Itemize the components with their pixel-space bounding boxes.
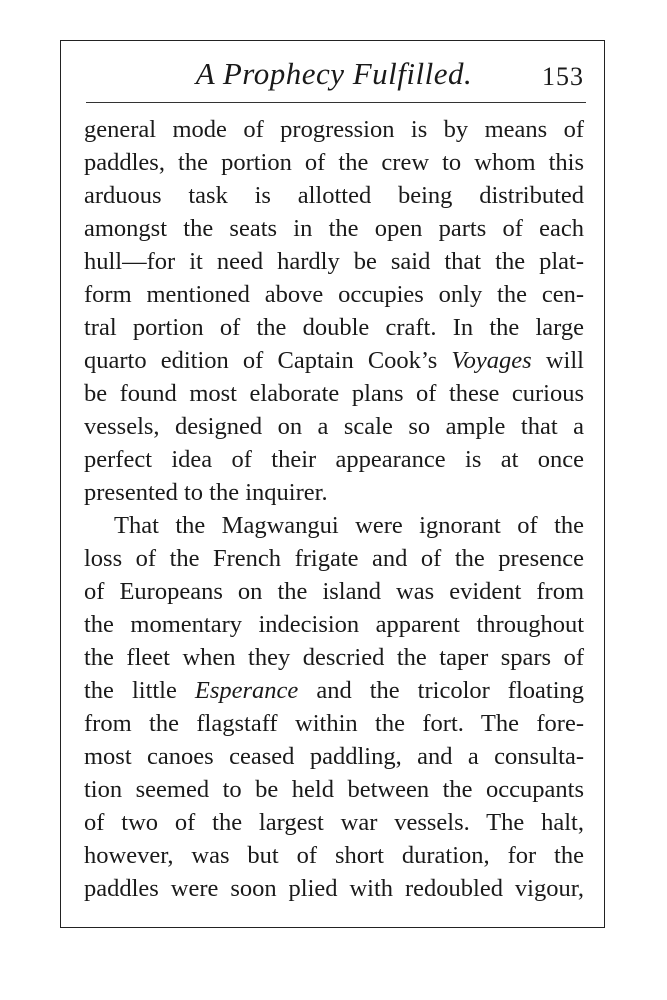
page-header (84, 52, 584, 100)
paragraph-1 (84, 113, 584, 509)
text-line: from the flagstaff within the fort. The fore- (84, 710, 584, 737)
text-line: tral portion of the double craft. In the large (84, 314, 584, 341)
paragraph-2 (84, 509, 584, 905)
text-line: general mode of progression is by means of (84, 116, 584, 143)
text-line: That the Magwangui were ignorant of the (114, 512, 584, 539)
text-line: presented to the inquirer. (84, 479, 328, 506)
header-rule (86, 102, 586, 103)
text-line: amongst the seats in the open parts of each (84, 215, 584, 242)
text-line: the fleet when they descried the taper spars of (84, 644, 584, 671)
text-line: perfect idea of their appearance is at once (84, 446, 584, 473)
text-line: of Europeans on the island was evident from (84, 578, 584, 605)
italic-ship-name: Esperance (194, 677, 299, 704)
italic-title-voyages: Voyages (451, 347, 532, 374)
body-text (84, 113, 584, 905)
text-line: tion seemed to be held between the occupants (84, 776, 584, 803)
text-line: paddles, the portion of the crew to whom this (84, 149, 584, 176)
text-line: be found most elaborate plans of these curious (84, 380, 584, 407)
running-title: A Prophecy Fulfilled. (195, 56, 473, 91)
text-line: the momentary indecision apparent throughout (84, 611, 584, 638)
text-line: loss of the French frigate and of the presence (84, 545, 584, 572)
text-line: the little Esperance and the tricolor floating (84, 677, 585, 704)
text-line: arduous task is allotted being distributed (84, 182, 584, 209)
text-line: paddles were soon plied with redoubled vigour, (84, 875, 584, 902)
text-line: quarto edition of Captain Cook’s Voyages will (84, 347, 584, 374)
text-line: form mentioned above occupies only the cen- (84, 281, 584, 308)
text-line: however, was but of short duration, for the (84, 842, 584, 869)
text-line: vessels, designed on a scale so ample that a (84, 413, 584, 440)
text-line: most canoes ceased paddling, and a consulta- (84, 743, 584, 770)
text-line: of two of the largest war vessels. The halt, (84, 809, 584, 836)
page-number: 153 (542, 62, 584, 91)
text-line: hull—for it need hardly be said that the plat- (84, 248, 584, 275)
